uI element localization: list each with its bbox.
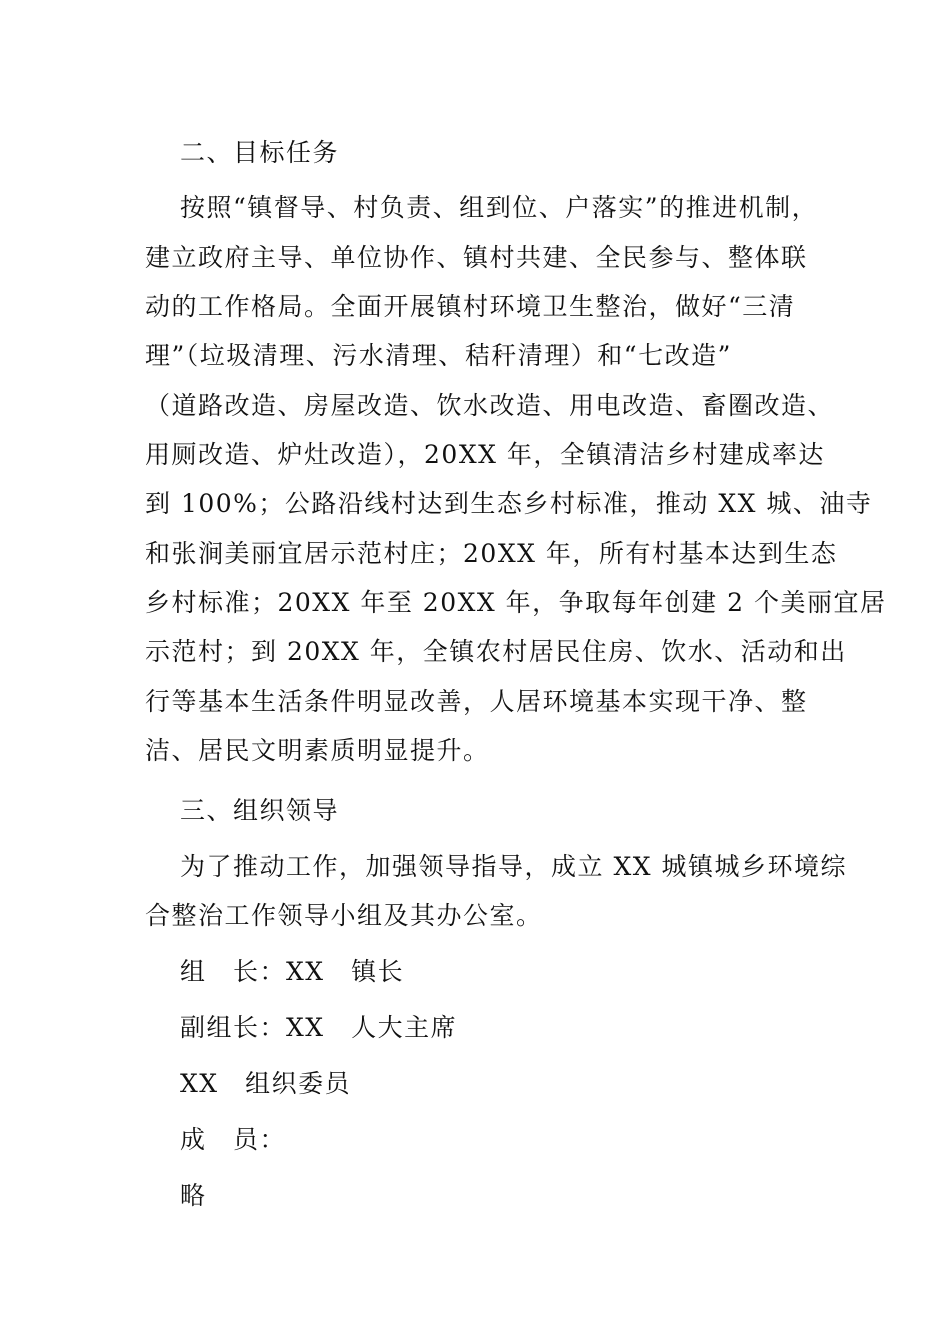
paragraph-line: 洁、居民文明素质明显提升。 [145,736,490,765]
paragraph-line: 示范村；到 20XX 年，全镇农村居民住房、饮水、活动和出 [145,637,847,666]
deputy-leader-line: 副组长：XX 人大主席 [180,1013,458,1042]
members-value: 略 [180,1181,207,1210]
paragraph-line: 按照“镇督导、村负责、组到位、户落实”的推进机制， [180,193,819,222]
paragraph-line: 到 100%；公路沿线村达到生态乡村标准，推动 XX 城、油寺 [145,489,873,518]
paragraph-line: 为了推动工作，加强领导指导，成立 XX 城镇城乡环境综 [180,852,847,881]
paragraph-line: 用厕改造、炉灶改造），20XX 年，全镇清洁乡村建成率达 [145,440,825,469]
members-label: 成 员： [180,1125,287,1154]
paragraph-line: 理”（垃圾清理、污水清理、秸秆清理）和“七改造” [145,341,732,370]
paragraph-line: （道路改造、房屋改造、饮水改造、用电改造、畜圈改造、 [145,391,835,420]
paragraph-line: 建立政府主导、单位协作、镇村共建、全民参与、整体联 [145,243,808,272]
paragraph-line: 合整治工作领导小组及其办公室。 [145,901,543,930]
paragraph-line: 和张涧美丽宜居示范村庄；20XX 年，所有村基本达到生态 [145,539,838,568]
leader-line: 组 长：XX 镇长 [180,957,405,986]
paragraph-line: 乡村标准；20XX 年至 20XX 年，争取每年创建 2 个美丽宜居 [145,588,887,617]
paragraph-line: 动的工作格局。全面开展镇村环境卫生整治，做好“三清 [145,292,796,321]
paragraph-line: 行等基本生活条件明显改善，人居环境基本实现干净、整 [145,687,808,716]
section-heading-goals: 二、目标任务 [180,138,340,167]
deputy-member-line: XX 组织委员 [180,1069,352,1098]
section-heading-organization: 三、组织领导 [180,796,340,825]
